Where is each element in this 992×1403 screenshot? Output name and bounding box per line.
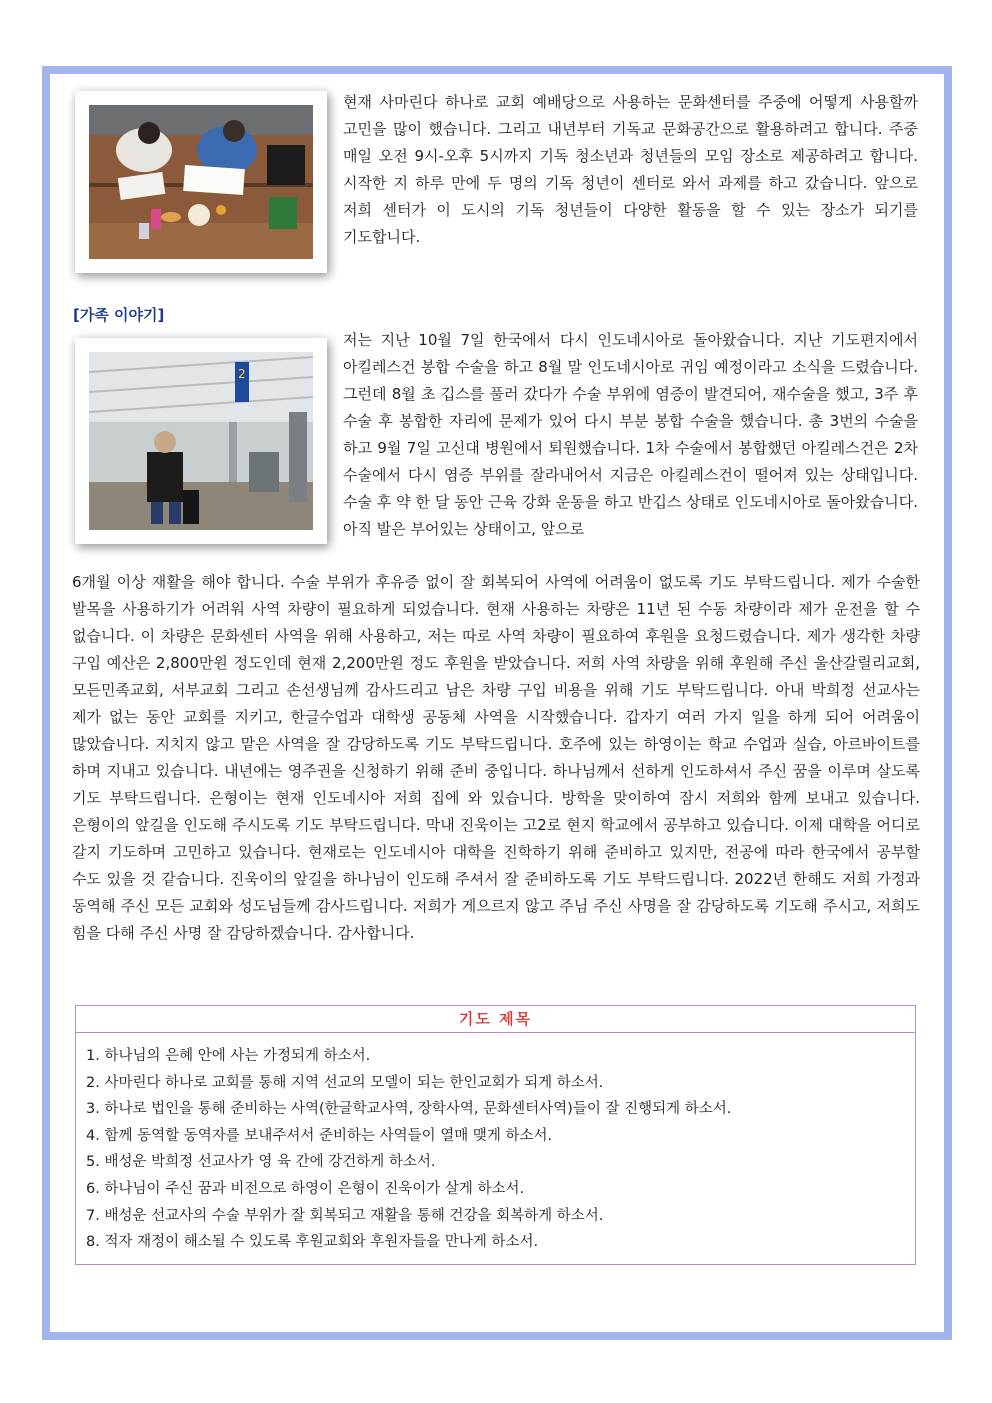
church-paragraph: 현재 사마린다 하나로 교회 예배당으로 사용하는 문화센터를 주중에 어떻게 사용할까 고민을 많이 했습니다. 그리고 내년부터 기독교 문화공간으로 활용하려고 합니다. 주중 매일 오전 9시-오후 5시까지 기독 청소년과 청년들의 모임 장소로 제공하려고 합니다. 시작한 지 하루 만에 두 명의 기독 청년이 센터로 와서 과제를 하고 갔습니다. 앞으로 저희 센터가 이 도시의 기독 청년들이 다양한 활동을 할 수 있는 장소가 되기를 기도합니다. [343,93,918,246]
students-studying-image [89,105,313,259]
prayer-box [75,1005,916,1265]
prayer-item: 6. 하나님이 주신 꿈과 비전으로 하영이 은형이 진욱이가 살게 하소서. [86,1180,525,1197]
section-heading-family: [가족 이야기] [73,306,165,324]
prayer-item: 8. 적자 재정이 해소될 수 있도록 후원교회와 후원자들을 만나게 하소서. [86,1234,539,1251]
prayer-title: 기도 제목 [76,1006,915,1033]
family-paragraph-bottom: 6개월 이상 재활을 해야 합니다. 수술 부위가 후유증 없이 잘 회복되어 사역에 어려움이 없도록 기도 부탁드립니다. 제가 수술한 발목을 사용하기가 어려워 사역 차량이 필요하게 되었습니다. 현재 사용하는 차량은 11년 된 수동 차량이라 제가 운전을 할 수 없습니다. 이 차량은 문화센터 사역을 위해 사용하고, 저는 따로 사역 차량이 필요하여 후원을 요청드렸습니다. 제가 생각한 차량 구입 예산은 2,800만원 정도인데 현재 2,200만원 정도 후원을 받았습니다. 저희 사역 차량을 위해 후원해 주신 울산갈릴리교회, 모든민족교회, 서부교회 그리고 손선생님께 감사드리고 남은 차량 구입 비용을 위해 기도 부탁드립니다. 아내 박희정 선교사는 제가 없는 동안 교회를 지키고, 한글수업과 대학생 공동체 사역을 시작했습니다. 갑자기 여러 가지 일을 하게 되어 어려움이 많았습니다. 지치지 않고 맡은 사역을 잘 감당하도록 기도 부탁드립니다. 호주에 있는 하영이는 학교 수업과 실습, 아르바이트를 하며 지내고 있습니다. 내년에는 영주권을 신청하기 위해 준비 중입니다. 하나님께서 선하게 인도하셔서 주신 꿈을 이루며 살도록 기도 부탁드립니다. 은형이는 현재 인도네시아 저희 집에 와 있습니다. 방학을 맞이하여 잠시 저희와 함께 보내고 있습니다. 은형이의 앞길을 인도해 주시도록 기도 부탁드립니다. 막내 진욱이는 고2로 현지 학교에서 공부하고 있습니다. 이제 대학을 어디로 갈지 기도하며 고민하고 있습니다. 현재로는 인도네시아 대학을 진학하기 위해 준비하고 있지만, 전공에 따라 한국에서 공부할 수도 있을 것 같습니다. 진욱이의 앞길을 하나님이 인도해 주셔서 잘 준비하도록 기도 부탁드립니다. 2022년 한해도 저희 가정과 동역해 주신 모든 교회와 성도님들께 감사드립니다. 저희가 게으르지 않고 주님 주신 사명을 잘 감당하도록 기도해 주시고, 저희도 힘을 다해 주신 사명 잘 감당하겠습니다. 감사합니다. [72,573,920,942]
prayer-item: 2. 사마린다 하나로 교회를 통해 지역 선교의 모델이 되는 한인교회가 되게 하소서. [86,1074,604,1091]
family-paragraph-top: 저는 지난 10월 7일 한국에서 다시 인도네시아로 돌아왔습니다. 지난 기도편지에서 아킬레스건 봉합 수술을 하고 8월 말 인도네시아로 귀임 예정이라고 소식을 드렸습니다. 그런데 8월 초 깁스를 풀러 갔다가 수술 부위에 염증이 발견되어, 재수술을 했고, 3주 후 수술 후 봉합한 자리에 문제가 있어 다시 부분 봉합 수술을 했습니다. 총 3번의 수술을 하고 9월 7일 고신대 병원에서 퇴원했습니다. 1차 수술에서 봉합했던 아킬레스건은 2차 수술에서 다시 염증 부위를 잘라내어서 지금은 아킬레스건이 떨어져 있는 상태입니다. 수술 후 약 한 달 동안 근육 강화 운동을 하고 반깁스 상태로 인도네시아로 돌아왔습니다. 아직 발은 부어있는 상태이고, 앞으로 [343,331,918,538]
prayer-item: 1. 하나님의 은혜 안에 사는 가정되게 하소서. [86,1048,371,1064]
photo-students-studying [75,91,327,273]
prayer-item: 7. 배성운 선교사의 수술 부위가 잘 회복되고 재활을 통해 건강을 회복하게 하소서. [86,1207,604,1224]
prayer-list [76,1033,915,1256]
prayer-item: 3. 하나로 법인을 통해 준비하는 사역(한글학교사역, 장학사역, 문화센터사역)들이 잘 진행되게 하소서. [86,1101,732,1118]
airport-sign-number: 2 [238,367,246,381]
prayer-item: 4. 함께 동역할 동역자를 보내주셔서 준비하는 사역들이 열매 맺게 하소서. [86,1127,553,1144]
airport-image [89,352,313,530]
photo-airport [75,338,327,544]
prayer-item: 5. 배성운 박희정 선교사가 영 육 간에 강건하게 하소서. [86,1154,436,1171]
